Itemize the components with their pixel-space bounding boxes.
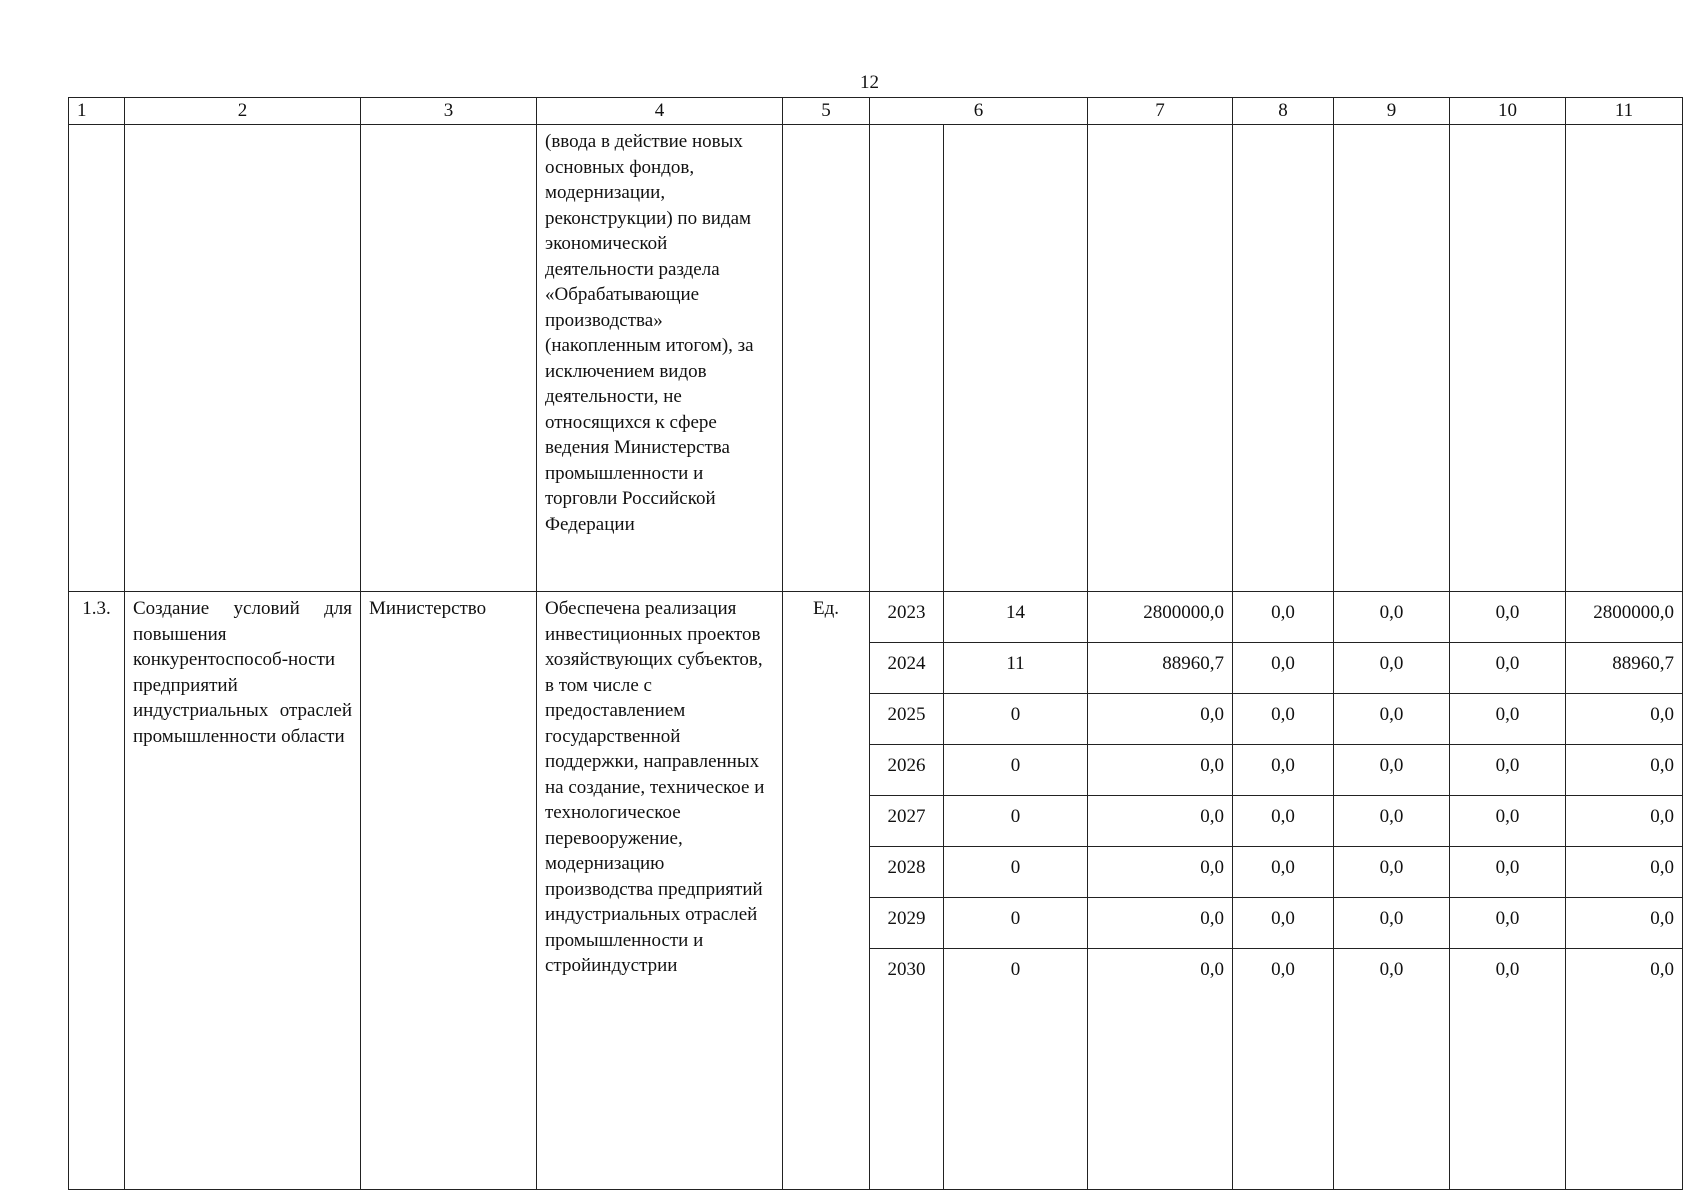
cont-cell-6a: [870, 125, 944, 592]
col8-cell: 0,0: [1233, 796, 1334, 847]
year-cell: 2026: [870, 745, 944, 796]
col9-cell: 0,0: [1334, 745, 1450, 796]
col8-cell: 0,0: [1233, 898, 1334, 949]
col8-cell: 0,0: [1233, 643, 1334, 694]
header-col-6: 6: [870, 98, 1088, 125]
col7-cell: 0,0: [1088, 796, 1233, 847]
cont-cell-7: [1088, 125, 1233, 592]
continuation-row: [69, 125, 1683, 592]
year-cell: 2025: [870, 694, 944, 745]
indicator-value-cell: 0: [944, 694, 1088, 745]
indicator-value-cell: 0: [944, 949, 1088, 1190]
col8-cell: 0,0: [1233, 745, 1334, 796]
cont-cell-5: [783, 125, 870, 592]
year-cell: 2030: [870, 949, 944, 1190]
header-col-8: 8: [1233, 98, 1334, 125]
cont-cell-6b: [944, 125, 1088, 592]
executor: Министерство: [361, 592, 537, 1190]
col7-cell: 0,0: [1088, 745, 1233, 796]
header-col-2: 2: [125, 98, 361, 125]
col10-cell: 0,0: [1450, 847, 1566, 898]
cont-cell-11: [1566, 125, 1683, 592]
col11-cell: 2800000,0: [1566, 592, 1683, 643]
col10-cell: 0,0: [1450, 796, 1566, 847]
col9-cell: 0,0: [1334, 949, 1450, 1190]
indicator-value-cell: 14: [944, 592, 1088, 643]
col7-cell: 0,0: [1088, 898, 1233, 949]
col7-cell: 0,0: [1088, 949, 1233, 1190]
col9-cell: 0,0: [1334, 694, 1450, 745]
col7-cell: 0,0: [1088, 694, 1233, 745]
col10-cell: 0,0: [1450, 898, 1566, 949]
header-row: [69, 98, 1683, 125]
col9-cell: 0,0: [1334, 898, 1450, 949]
header-col-9: 9: [1334, 98, 1450, 125]
result-text: Обеспечена реализация инвестиционных проектов хозяйствующих субъектов, в том числе с предоставлением государственной поддержки, направленных на создание, техническое и технологическое перевооружение, модернизацию производства предприятий индустриальных отраслей промышленности и стройиндустрии: [537, 592, 783, 1190]
col7-cell: 88960,7: [1088, 643, 1233, 694]
col9-cell: 0,0: [1334, 847, 1450, 898]
col7-cell: 0,0: [1088, 847, 1233, 898]
unit: Ед.: [783, 592, 870, 1190]
col11-cell: 88960,7: [1566, 643, 1683, 694]
col10-cell: 0,0: [1450, 592, 1566, 643]
col8-cell: 0,0: [1233, 592, 1334, 643]
cont-cell-10: [1450, 125, 1566, 592]
col10-cell: 0,0: [1450, 643, 1566, 694]
cont-cell-1: [69, 125, 125, 592]
cont-cell-3: [361, 125, 537, 592]
row-number: 1.3.: [69, 592, 125, 1190]
header-col-5: 5: [783, 98, 870, 125]
cont-cell-8: [1233, 125, 1334, 592]
year-cell: 2027: [870, 796, 944, 847]
col8-cell: 0,0: [1233, 949, 1334, 1190]
col7-cell: 2800000,0: [1088, 592, 1233, 643]
header-col-4: 4: [537, 98, 783, 125]
col11-cell: 0,0: [1566, 898, 1683, 949]
header-col-7: 7: [1088, 98, 1233, 125]
measure-name: Создание условий для повышения конкурентоспособ-ности предприятий индустриальных отраслей промышленности области: [125, 592, 361, 1190]
year-row-2023: [69, 592, 1683, 643]
col11-cell: 0,0: [1566, 694, 1683, 745]
header-col-10: 10: [1450, 98, 1566, 125]
col8-cell: 0,0: [1233, 694, 1334, 745]
program-table: [68, 97, 1683, 1190]
continuation-indicator-text: (ввода в действие новых основных фондов, модернизации, реконструкции) по видам экономической деятельности раздела «Обрабатывающие производства» (накопленным итогом), за исключением видов деятельности, не относящихся к сфере ведения Министерства промышленности и торговли Российской Федерации: [537, 125, 783, 592]
col10-cell: 0,0: [1450, 745, 1566, 796]
cont-cell-9: [1334, 125, 1450, 592]
year-cell: 2024: [870, 643, 944, 694]
year-cell: 2028: [870, 847, 944, 898]
col8-cell: 0,0: [1233, 847, 1334, 898]
col10-cell: 0,0: [1450, 949, 1566, 1190]
col11-cell: 0,0: [1566, 745, 1683, 796]
col11-cell: 0,0: [1566, 949, 1683, 1190]
col11-cell: 0,0: [1566, 796, 1683, 847]
year-cell: 2023: [870, 592, 944, 643]
col11-cell: 0,0: [1566, 847, 1683, 898]
page-number: 12: [860, 72, 879, 93]
indicator-value-cell: 11: [944, 643, 1088, 694]
indicator-value-cell: 0: [944, 796, 1088, 847]
col9-cell: 0,0: [1334, 643, 1450, 694]
indicator-value-cell: 0: [944, 847, 1088, 898]
header-col-11: 11: [1566, 98, 1683, 125]
indicator-value-cell: 0: [944, 898, 1088, 949]
cont-cell-2: [125, 125, 361, 592]
year-cell: 2029: [870, 898, 944, 949]
col10-cell: 0,0: [1450, 694, 1566, 745]
indicator-value-cell: 0: [944, 745, 1088, 796]
col9-cell: 0,0: [1334, 796, 1450, 847]
col9-cell: 0,0: [1334, 592, 1450, 643]
header-col-3: 3: [361, 98, 537, 125]
header-col-1: 1: [69, 98, 125, 125]
